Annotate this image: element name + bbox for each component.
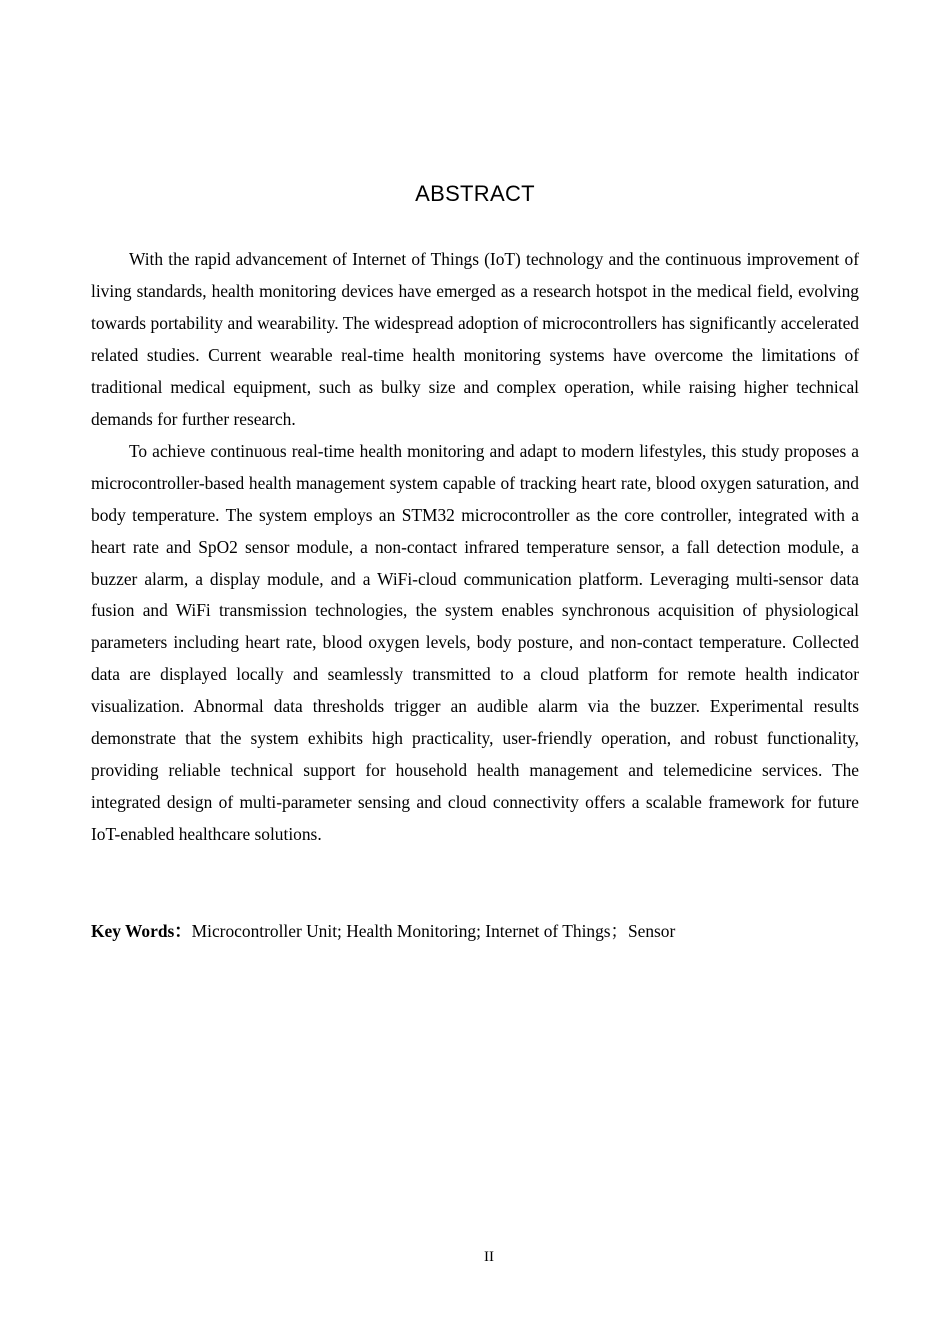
keywords-list: Microcontroller Unit; Health Monitoring; Internet of Things；Sensor (191, 921, 676, 941)
abstract-paragraph-2: To achieve continuous real-time health monitoring and adapt to modern lifestyles, this study proposes a microcontroller-based health management system capable of tracking heart rate, blood oxygen saturation, and body temperature. The system employs an STM32 microcontroller as the core controller, integrated with a heart rate and SpO2 sensor module, a non-contact infrared temperature sensor, a fall detection module, a buzzer alarm, a display module, and a WiFi-cloud communication platform. Leveraging multi-sensor data fusion and WiFi transmission technologies, the system enables synchronous acquisition of physiological parameters including heart rate, blood oxygen levels, body posture, and non-contact temperature. Collected data are displayed locally and seamlessly transmitted to a cloud platform for remote health indicator visualization. Abnormal data thresholds trigger an audible alarm via the buzzer. Experimental results demonstrate that the system exhibits high practicality, user-friendly operation, and robust functionality, providing reliable technical support for household health management and telemedicine services. The integrated design of multi-parameter sensing and cloud connectivity offers a scalable framework for future IoT-enabled healthcare solutions. (91, 440, 859, 845)
keywords-label: Key Words： (91, 921, 192, 941)
abstract-body (91, 244, 859, 851)
abstract-title: ABSTRACT (415, 181, 535, 206)
page-number: II (484, 1249, 494, 1265)
abstract-paragraph-1: With the rapid advancement of Internet of Things (IoT) technology and the continuous improvement of living standards, health monitoring devices have emerged as a research hotspot in the medical field, evolving towards portability and wearability. The widespread adoption of microcontrollers has significantly accelerated related studies. Current wearable real-time health monitoring systems have overcome the limitations of traditional medical equipment, such as bulky size and complex operation, while raising higher technical demands for further research. (91, 249, 859, 429)
keywords-line (91, 915, 859, 947)
